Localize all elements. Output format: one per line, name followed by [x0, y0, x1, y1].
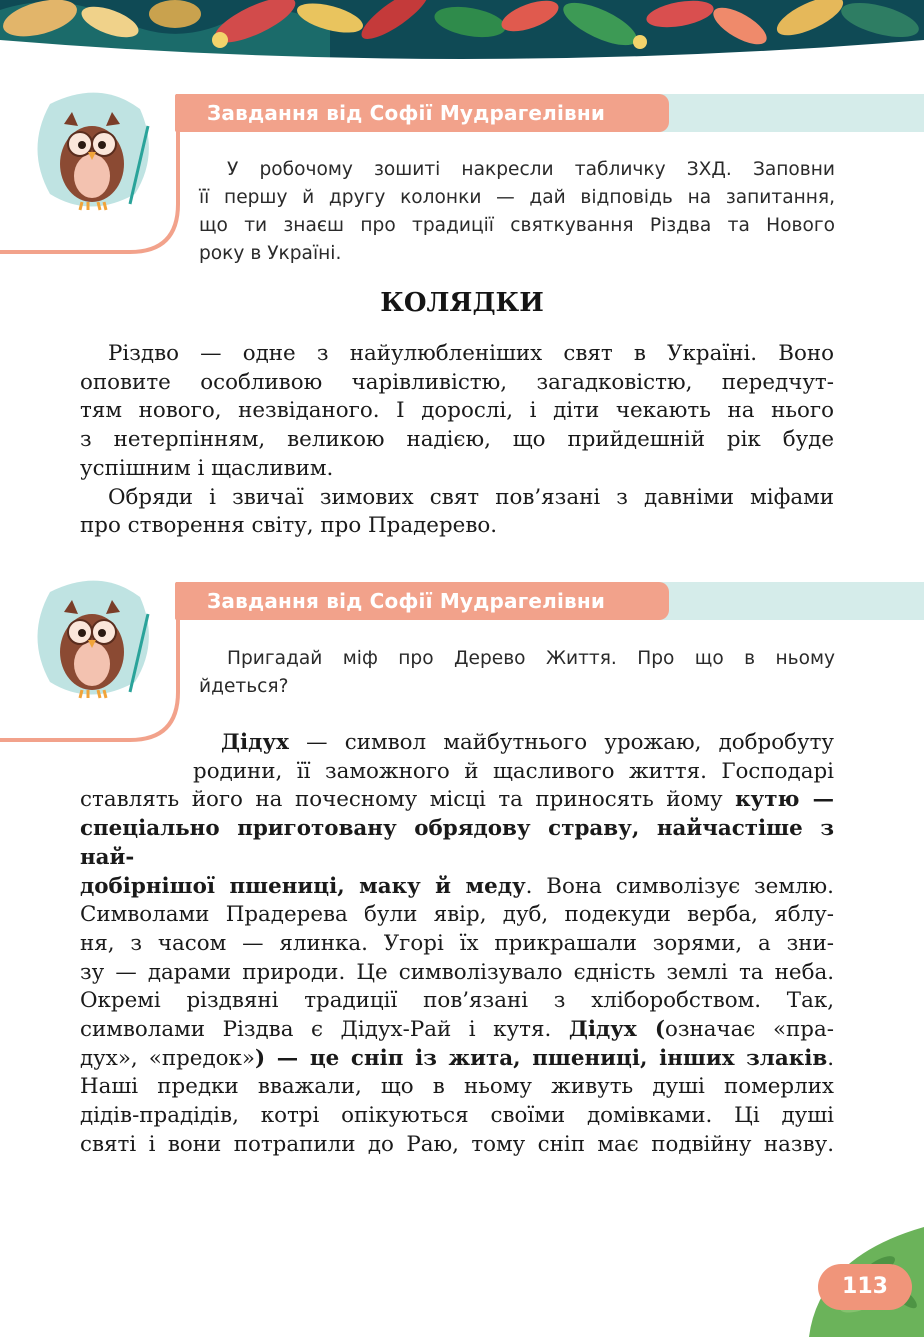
text-line: . Вона символізує землю.	[525, 873, 834, 899]
bold-term: ) — це сніп із жита, пшениці, інших злаків	[254, 1045, 828, 1071]
text-line: Символами Прадерева були явір, дуб, подекуди верба, яблу-	[80, 902, 834, 928]
text-line: Окремі різдвяні традиції пов’язані з хліборобством. Так,	[80, 988, 834, 1014]
task-line: її першу й другу колонки — дай відповідь на запитання,	[199, 187, 835, 208]
task-header-band	[640, 94, 924, 132]
text-line: .	[827, 1045, 834, 1071]
text-line: ставлять його на почесному місці та приносять йому	[80, 787, 736, 813]
bold-term: Дідух	[221, 730, 289, 755]
task-header: Завдання від Софії Мудрагелівни	[175, 582, 669, 620]
text-line: Різдво — одне з найулюбленіших свят в Україні. Воно	[108, 341, 834, 366]
intro-paragraphs	[80, 340, 834, 541]
text-line: з нетерпінням, великою надією, що прийдешній рік буде	[80, 427, 834, 453]
text-line: тям нового, незвіданого. І дорослі, і діти чекають на нього	[80, 398, 834, 424]
text-line: родини, її заможного й щасливого життя. Господарі	[193, 758, 834, 784]
task-line: Пригадай міф про Дерево Життя. Про що в ньому	[227, 648, 835, 669]
text-line: дідів-прадідів, котрі опікуються своїми домівками. Ці душі	[80, 1103, 834, 1129]
text-line: ня, з часом — ялинка. Угорі їх прикрашали зорями, а зни-	[80, 930, 834, 956]
bold-term: спеціально приготовану обрядову страву, найчастіше з най-	[80, 816, 834, 870]
text-line: символами Різдва є Дідух-Рай і кутя.	[80, 1017, 569, 1043]
task-header-band	[640, 582, 924, 620]
task-line: У робочому зошиті накресли табличку ЗХД. Заповни	[227, 159, 835, 180]
page-number-badge: 113	[818, 1264, 912, 1310]
text-line: оповите особливою чарівливістю, загадковістю, передчут-	[80, 369, 834, 395]
task-line: що ти знаєш про традиції святкування Різдва та Нового	[199, 215, 835, 236]
task-text	[199, 156, 835, 268]
top-leaf-banner	[0, 0, 924, 62]
leaf-decoration-icon	[0, 0, 924, 62]
task-line: йдеться?	[199, 676, 289, 697]
text-line: означає «пра-	[664, 1017, 834, 1043]
owl-icon	[30, 572, 160, 707]
task-header: Завдання від Софії Мудрагелівни	[175, 94, 669, 132]
bold-term: кутю —	[735, 787, 834, 813]
task-text	[199, 645, 835, 701]
task-line: року в Україні.	[199, 243, 342, 264]
text-line: дух», «предок»	[80, 1045, 255, 1071]
bold-term: добірнішої пшениці, маку й меду	[80, 873, 526, 899]
bold-term: Дідух (	[568, 1017, 665, 1043]
task-box-2	[0, 572, 924, 748]
owl-icon	[30, 84, 160, 219]
text-line: зу — дарами природи. Це символізувало єдність землі та неба.	[80, 959, 834, 985]
didukh-paragraph	[80, 729, 834, 1160]
text-line: успішним і щасливим.	[80, 455, 334, 481]
text-line: — символ майбутнього урожаю, добробуту	[288, 730, 834, 755]
text-line: Обряди і звичаї зимових свят пов’язані з давніми міфами	[108, 484, 834, 510]
section-heading: КОЛЯДКИ	[380, 288, 544, 318]
text-line: Наші предки вважали, що в ньому живуть душі померлих	[80, 1074, 834, 1100]
task-box-1	[0, 84, 924, 264]
text-line: святі і вони потрапили до Раю, тому сніп має подвійну назву.	[80, 1131, 834, 1157]
text-line: про створення світу, про Прадерево.	[80, 513, 498, 539]
